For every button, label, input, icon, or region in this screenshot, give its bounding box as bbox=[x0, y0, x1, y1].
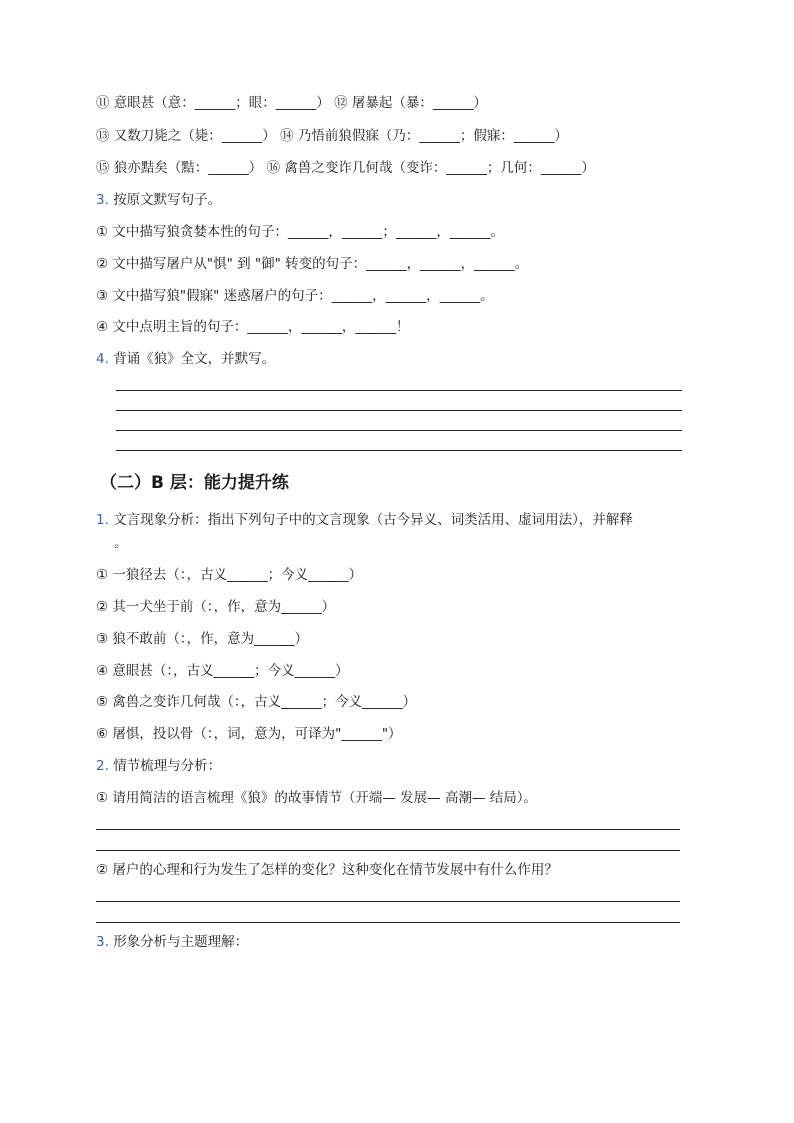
answer-line[interactable] bbox=[116, 430, 682, 431]
question-number: 2. bbox=[96, 758, 109, 774]
answer-line[interactable] bbox=[116, 450, 682, 451]
question-number: 3. bbox=[96, 192, 109, 208]
b2-subquestion-2: ② 屠户的心理和行为发生了怎样的变化？这种变化在情节发展中有什么作用？ bbox=[96, 862, 558, 878]
b1-item-2: ② 其一犬坐于前（：，作，意为______） bbox=[96, 599, 336, 615]
answer-line[interactable] bbox=[116, 410, 682, 411]
section-b-title: （二）B 层：能力提升练 bbox=[100, 473, 289, 493]
b1-item-6: ⑥ 屠惧，投以骨（：，词，意为，可译为"______"） bbox=[96, 726, 402, 742]
b-question-3 bbox=[96, 932, 248, 952]
part1-line-3: ⑮ 狼亦黠矣（黠：______） ⑯ 禽兽之变诈几何哉（变诈：______；几何：______） bbox=[96, 160, 595, 176]
answer-line[interactable] bbox=[96, 829, 680, 830]
question-number: 3. bbox=[96, 934, 109, 950]
b-question-1-cont: 。 bbox=[114, 535, 128, 551]
q3-item-1: ① 文中描写狼贪婪本性的句子：______，______；______，______。 bbox=[96, 224, 504, 240]
b-question-1 bbox=[96, 510, 633, 530]
question-text: 背诵《狼》全文，并默写。 bbox=[113, 351, 276, 367]
b1-item-1: ① 一狼径去（：，古义______；今义______） bbox=[96, 567, 363, 583]
answer-line[interactable] bbox=[96, 850, 680, 851]
question-4 bbox=[96, 349, 275, 369]
b2-subquestion-1: ① 请用简洁的语言梳理《狼》的故事情节（开端— 发展— 高潮— 结局）。 bbox=[96, 790, 538, 806]
question-number: 4. bbox=[96, 351, 109, 367]
answer-line[interactable] bbox=[116, 390, 682, 391]
answer-line[interactable] bbox=[96, 901, 680, 902]
b1-item-5: ⑤ 禽兽之变诈几何哉（：，古义______；今义______） bbox=[96, 694, 417, 710]
q3-item-3: ③ 文中描写狼"假寐" 迷惑屠户的句子：______，______，______。 bbox=[96, 288, 494, 304]
question-text: 文言现象分析：指出下列句子中的文言现象（古今异义、词类活用、虚词用法），并解释 bbox=[113, 512, 633, 528]
question-text: 形象分析与主题理解： bbox=[113, 934, 249, 950]
q3-item-2: ② 文中描写屠户从"惧" 到 "御" 转变的句子：______，______，______。 bbox=[96, 256, 529, 272]
b-question-2 bbox=[96, 756, 221, 776]
question-text: 情节梳理与分析： bbox=[113, 758, 222, 774]
question-number: 1. bbox=[96, 512, 109, 528]
part1-line-2: ⑬ 又数刀毙之（毙：______） ⑭ 乃悟前狼假寐（乃：______；假寐：______） bbox=[96, 128, 568, 144]
question-text: 按原文默写句子。 bbox=[113, 192, 222, 208]
part1-line-1: ⑪ 意眼甚（意：______；眼：______） ⑫ 屠暴起（暴：______） bbox=[96, 95, 487, 111]
question-3 bbox=[96, 190, 221, 210]
b1-item-3: ③ 狼不敢前（：，作，意为______） bbox=[96, 631, 309, 647]
answer-line[interactable] bbox=[96, 922, 680, 923]
b1-item-4: ④ 意眼甚（：，古义______；今义______） bbox=[96, 663, 349, 679]
q3-item-4: ④ 文中点明主旨的句子：______，______，______！ bbox=[96, 319, 410, 335]
